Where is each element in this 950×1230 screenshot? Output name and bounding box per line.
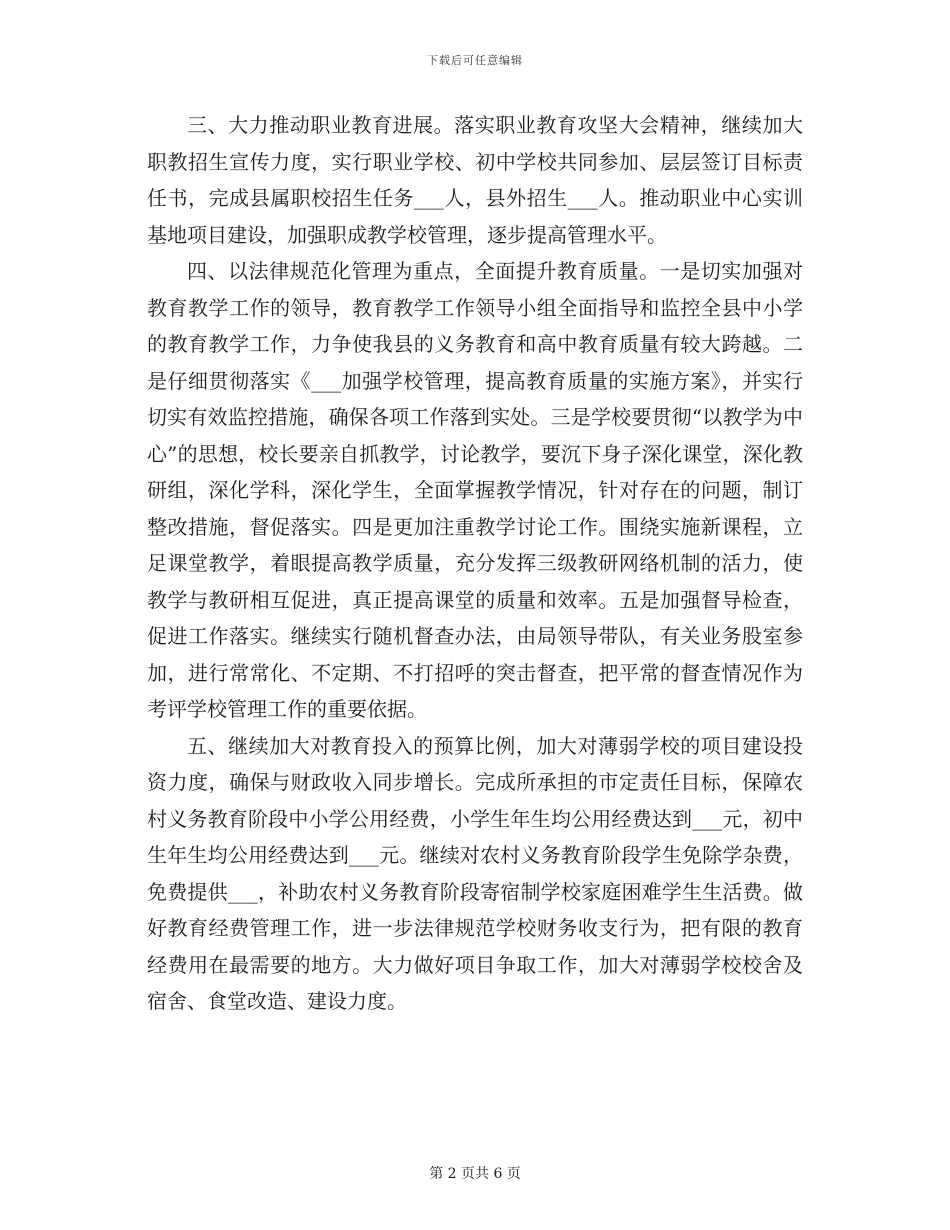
paragraph-education-investment: 五、继续加大对教育投入的预算比例，加大对薄弱学校的项目建设投资力度，确保与财政收入同步增长。完成所承担的市定责任目标，保障农村义务教育阶段中小学公用经费，小学生年生均公用经费达到___元，初中生年生均公用经费达到___元。继续对农村义务教育阶段学生免除学杂费，免费提供___，补助农村义务教育阶段寄宿制学校家庭困难学生生活费。做好教育经费管理工作，进一步法律规范学校财务收支行为，把有限的教育经费用在最需要的地方。大力做好项目争取工作，加大对薄弱学校校舍及宿舍、食堂改造、建设力度。	[147, 733, 803, 1013]
page-header: 下载后可任意编辑	[427, 54, 523, 67]
page-number: 第 2 页共 6 页	[429, 1166, 521, 1182]
paragraph-vocational-education: 三、大力推动职业教育进展。落实职业教育攻坚大会精神，继续加大职教招生宣传力度，实行职业学校、初中学校共同参加、层层签订目标责任书，完成县属职校招生任务___人，县外招生___人。推动职业中心实训基地项目建设，加强职成教学校管理，逐步提高管理水平。	[147, 113, 803, 247]
paragraph-education-quality: 四、以法律规范化管理为重点，全面提升教育质量。一是切实加强对教育教学工作的领导，教育教学工作领导小组全面指导和监控全县中小学的教育教学工作，力争使我县的义务教育和高中教育质量有较大跨越。二是仔细贯彻落实《___加强学校管理，提高教育质量的实施方案》，并实行切实有效监控措施，确保各项工作落到实处。三是学校要贯彻“以教学为中心”的思想，校长要亲自抓教学，讨论教学，要沉下身子深化课堂，深化教研组，深化学科，深化学生，全面掌握教学情况，针对存在的问题，制订整改措施，督促落实。四是更加注重教学讨论工作。围绕实施新课程，立足课堂教学，着眼提高教学质量，充分发挥三级教研网络机制的活力，使教学与教研相互促进，真正提高课堂的质量和效率。五是加强督导检查，促进工作落实。继续实行随机督查办法，由局领导带队，有关业务股室参加，进行常常化、不定期、不打招呼的突击督查，把平常的督查情况作为考评学校管理工作的重要依据。	[147, 259, 803, 721]
document-body	[147, 107, 803, 1020]
